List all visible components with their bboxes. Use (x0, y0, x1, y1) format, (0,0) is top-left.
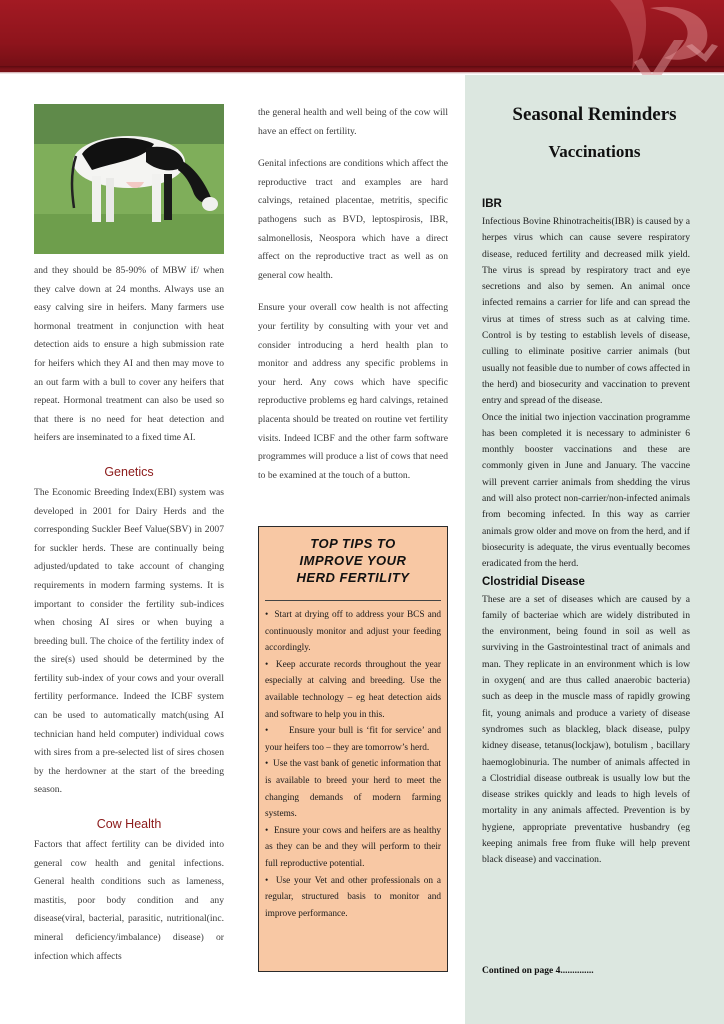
continued-note: Contined on page 4.............. (482, 966, 594, 976)
col1-paragraph-2: The Economic Breeding Index(EBI) system was developed in 2001 for Dairy Herds and the corresponding Suckler Beef Value(SBV) in 2007 for suckler herds. These are continually being adjusted/updated to take account of changing requirements in modern farming systems. It is important to consider the fertility sub-indices when chosing AI sires or when buying a breeding bull. The choice of the fertility index of the sire(s) used should be determined by the fertility sub-index of your cows and your overall fertility performance. Indeed the ICBF system can be used to automatically match(using AI technician hand held computer) individual cows with sires from a pre-selected list of sires chosen by the herdowner at the start of the breeding season. (34, 486, 224, 796)
tip-text: Start at drying off to address your BCS and continuously monitor and adjust your feeding accordingly. (265, 610, 442, 654)
sidebar-title: Seasonal Reminders (512, 104, 677, 125)
column-left (34, 262, 224, 980)
genetics-heading: Genetics (104, 464, 154, 479)
tip-text: Use your Vet and other professionals on a regular, structured basis to monitor and improve performance. (265, 875, 441, 919)
top-tips-title (259, 527, 447, 586)
top-tips-title-line-3: HERD FERTILITY (296, 570, 410, 585)
ibr-heading: IBR (482, 198, 502, 210)
tip-text: Keep accurate records throughout the year especially at calving and breeding. Use the available technology – eg heat detection aids and software to help you in this. (265, 659, 441, 720)
top-tips-box (258, 526, 448, 972)
top-tips-title-line-1: TOP TIPS TO (310, 536, 396, 551)
tip-item: • Ensure your bull is ‘fit for service’ and your heifers too – they are tomorrow’s herd. (265, 726, 441, 753)
tip-text: Ensure your bull is ‘fit for service’ and your heifers too – they are tomorrow’s herd. (265, 726, 441, 753)
sidebar-subtitle: Vaccinations (548, 142, 641, 161)
clostridial-paragraph: These are a set of diseases which are caused by a family of bacteriae which are widely distributed in the environment, being found in soil as well as surviving in the Gastrointestinal tract of animals and man. They replicate in an environment which is low in oxygen( and are thus called anaerobic bacteria) such as deep in the muscle mass of rapidly growing fit, young animals and produce a variety of disease syndromes such as blackleg, black disease, pulpy kidney disease, tetanus(lockjaw), botulism , bacillary haemoglobinuria. The number of animals affected in a Clostridial disease outbreak is usually low but the disease strikes quickly and leads to high levels of mortality in any animals affected. Prevention is by hygiene, appropriate preventative husbandry (eg keeping animals free from fluke will help prevent black disease) and vaccination. (482, 593, 690, 866)
column-sidebar (482, 195, 690, 869)
tip-item: • Use the vast bank of genetic information that is available to breed your herd to meet the changing demands of modern farming systems. (265, 759, 441, 820)
tip-item: • Start at drying off to address your BCS and continuously monitor and adjust your feeding accordingly. (265, 610, 442, 654)
col2-paragraph-2: Genital infections are conditions which affect the reproductive tract and examples are hard calvings, retained placentae, metritis, specific pathogens such as BVD, leptospirosis, IBR, salmonellosis, Neospora which have a direct affect on the reproductive tract as well as on general cow health. (258, 158, 448, 281)
column-middle (258, 104, 448, 499)
top-tips-title-line-2: IMPROVE YOUR (299, 553, 407, 568)
cow-photo (34, 104, 224, 254)
tip-item: • Use your Vet and other professionals on a regular, structured basis to monitor and improve performance. (265, 875, 441, 919)
col1-paragraph-3: Factors that affect fertility can be divided into general cow health and genital infections. General health conditions such as lameness, mastitis, poor body condition and any disease(viral, bacterial, parasitic, nutritional(inc. mineral deficiency/imbalance) disease) or infection which affects (34, 839, 224, 962)
cow-health-heading: Cow Health (96, 817, 162, 832)
tip-text: Use the vast bank of genetic information that is available to breed your herd to meet the changing demands of modern farming systems. (265, 759, 441, 820)
tip-item: • Ensure your cows and heifers are as healthy as they can be and they will perform to their full reproductive potential. (265, 825, 441, 869)
tip-item: • Keep accurate records throughout the year especially at calving and breeding. Use the available technology – eg heat detection aids and software to help you in this. (265, 659, 441, 720)
ibr-paragraph-2: Once the initial two injection vaccination programme has been completed it is necessary to administer 6 monthly booster vaccinations and these are commonly given in June and January. The vaccine will prevent carrier animals from shedding the virus and will also protect non-carrier/non-infected animals from becoming infected. In this way as carrier animals grow older and move on from the herd, and if biosecurity is adequate, the virus eventually becomes eradicated from the herd. (482, 411, 690, 570)
top-tips-list (259, 607, 447, 922)
tip-text: Ensure your cows and heifers are as healthy as they can be and they will perform to their full reproductive potential. (265, 825, 441, 869)
col2-paragraph-3: Ensure your overall cow health is not affecting your fertility by consulting with your vet and consider introducing a herd health plan to monitor and address any specific problems in your herd. Any cows which have specific reproductive problems eg hard calvings, retained placenta should be treated on routine vet fertility visits. Indeed ICBF and the other farm software programmes will produce a list of cows that need to be examined at the touch of a button. (258, 302, 448, 481)
top-tips-divider (265, 600, 441, 601)
ibr-paragraph-1: Infectious Bovine Rhinotracheitis(IBR) is caused by a herpes virus which can cause severe respiratory disease, reduced fertility and decreased milk yield. The virus is spread by respiratory tract and eye secretions and also by semen. An animal once infected remains a carrier for life and can spread the virus at times of stress such as at calving time. Control is by testing to establish levels of disease, culling to eliminate positive carrier animals (but usually not feasible due to number of cows affected in the herd) and biosecurity and vaccination to prevent entry and spread of the disease. (482, 216, 690, 407)
col1-paragraph-1: and they should be 85-90% of MBW if/ when they calve down at 24 months. Always use an easy calving sire in heifers. Many farmers use hormonal treatment in conjunction with heat detection aids to ensure a high submission rate for heifers which they AI and then may move to an out farm with a bull to cover any heifers that repeat. Hormonal treatment can also be used so that there is no need for heat detection and heifers are inseminated to a fixed time AI. (34, 265, 224, 444)
clostridial-heading: Clostridial Disease (482, 575, 585, 588)
col2-paragraph-1: the general health and well being of the cow will have an effect on fertility. (258, 107, 448, 137)
